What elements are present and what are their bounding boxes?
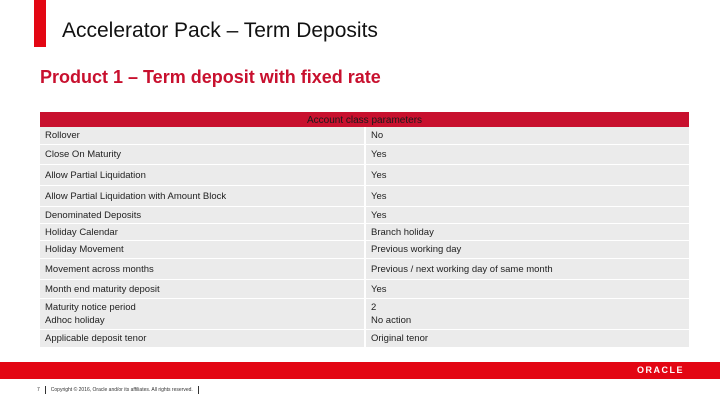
param-value: Original tenor <box>371 333 429 344</box>
param-name-cell <box>40 299 364 329</box>
page-number: 7 <box>37 387 40 393</box>
param-value: Previous / next working day of same month <box>371 263 553 275</box>
title-accent-bar <box>34 0 46 47</box>
param-value: Branch holiday <box>371 226 434 238</box>
table-row <box>40 299 689 330</box>
param-name-cell <box>40 224 364 240</box>
table-row <box>40 207 689 224</box>
param-name: Applicable deposit tenor <box>45 333 147 344</box>
param-name: Holiday Movement <box>45 244 124 255</box>
param-value: Yes <box>371 149 387 160</box>
param-value-cell <box>366 299 689 329</box>
footer-bar <box>0 362 720 379</box>
param-name: Denominated Deposits <box>45 209 142 221</box>
param-value-cell <box>366 145 689 164</box>
param-name-cell <box>40 241 364 258</box>
param-name: Maturity notice period <box>45 302 136 313</box>
param-value: Yes <box>371 169 387 181</box>
param-name-cell <box>40 330 364 347</box>
oracle-logo: ORACLE <box>637 365 684 375</box>
table-header <box>40 112 689 127</box>
param-name: Movement across months <box>45 263 154 275</box>
param-value-cell <box>366 165 689 185</box>
param-value: 2 <box>371 302 377 313</box>
param-value-cell <box>366 259 689 279</box>
copyright-text: Copyright © 2016, Oracle and/or its affiliates. All rights reserved. <box>50 387 193 393</box>
param-value-cell <box>366 207 689 223</box>
table-row <box>40 330 689 348</box>
param-name: Close On Maturity <box>45 149 122 160</box>
footer-divider <box>45 386 46 394</box>
param-value-cell <box>366 330 689 347</box>
param-value: No <box>371 130 384 141</box>
param-name-cell <box>40 127 364 144</box>
table-row <box>40 165 689 186</box>
slide-subtitle: Product 1 – Term deposit with fixed rate <box>40 67 381 87</box>
parameters-table <box>40 112 689 348</box>
param-name-cell <box>40 145 364 164</box>
param-name: Holiday Calendar <box>45 226 118 238</box>
param-name: Rollover <box>45 130 80 141</box>
slide-title: Accelerator Pack – Term Deposits <box>62 19 378 42</box>
footer-divider <box>198 386 199 394</box>
table-row <box>40 241 689 259</box>
param-value: No action <box>371 315 412 326</box>
param-name: Allow Partial Liquidation <box>45 169 146 181</box>
table-row <box>40 127 689 145</box>
table-row <box>40 224 689 241</box>
param-value-cell <box>366 241 689 258</box>
param-value-cell <box>366 186 689 206</box>
table-row <box>40 186 689 207</box>
param-value: Previous working day <box>371 244 462 255</box>
table-row <box>40 259 689 280</box>
param-value-cell <box>366 224 689 240</box>
param-name: Allow Partial Liquidation with Amount Block <box>45 190 227 202</box>
param-value: Yes <box>371 209 387 221</box>
param-name-cell <box>40 280 364 298</box>
param-value-cell <box>366 280 689 298</box>
param-name-cell <box>40 259 364 279</box>
param-name: Adhoc holiday <box>45 315 105 326</box>
param-name-cell <box>40 186 364 206</box>
param-name-cell <box>40 207 364 223</box>
table-header-label: Account class parameters <box>306 115 423 126</box>
param-value: Yes <box>371 190 387 202</box>
param-name-cell <box>40 165 364 185</box>
param-value-cell <box>366 127 689 144</box>
table-row <box>40 280 689 299</box>
param-name: Month end maturity deposit <box>45 283 160 295</box>
param-value: Yes <box>371 283 387 295</box>
footer <box>37 386 199 394</box>
table-row <box>40 145 689 165</box>
